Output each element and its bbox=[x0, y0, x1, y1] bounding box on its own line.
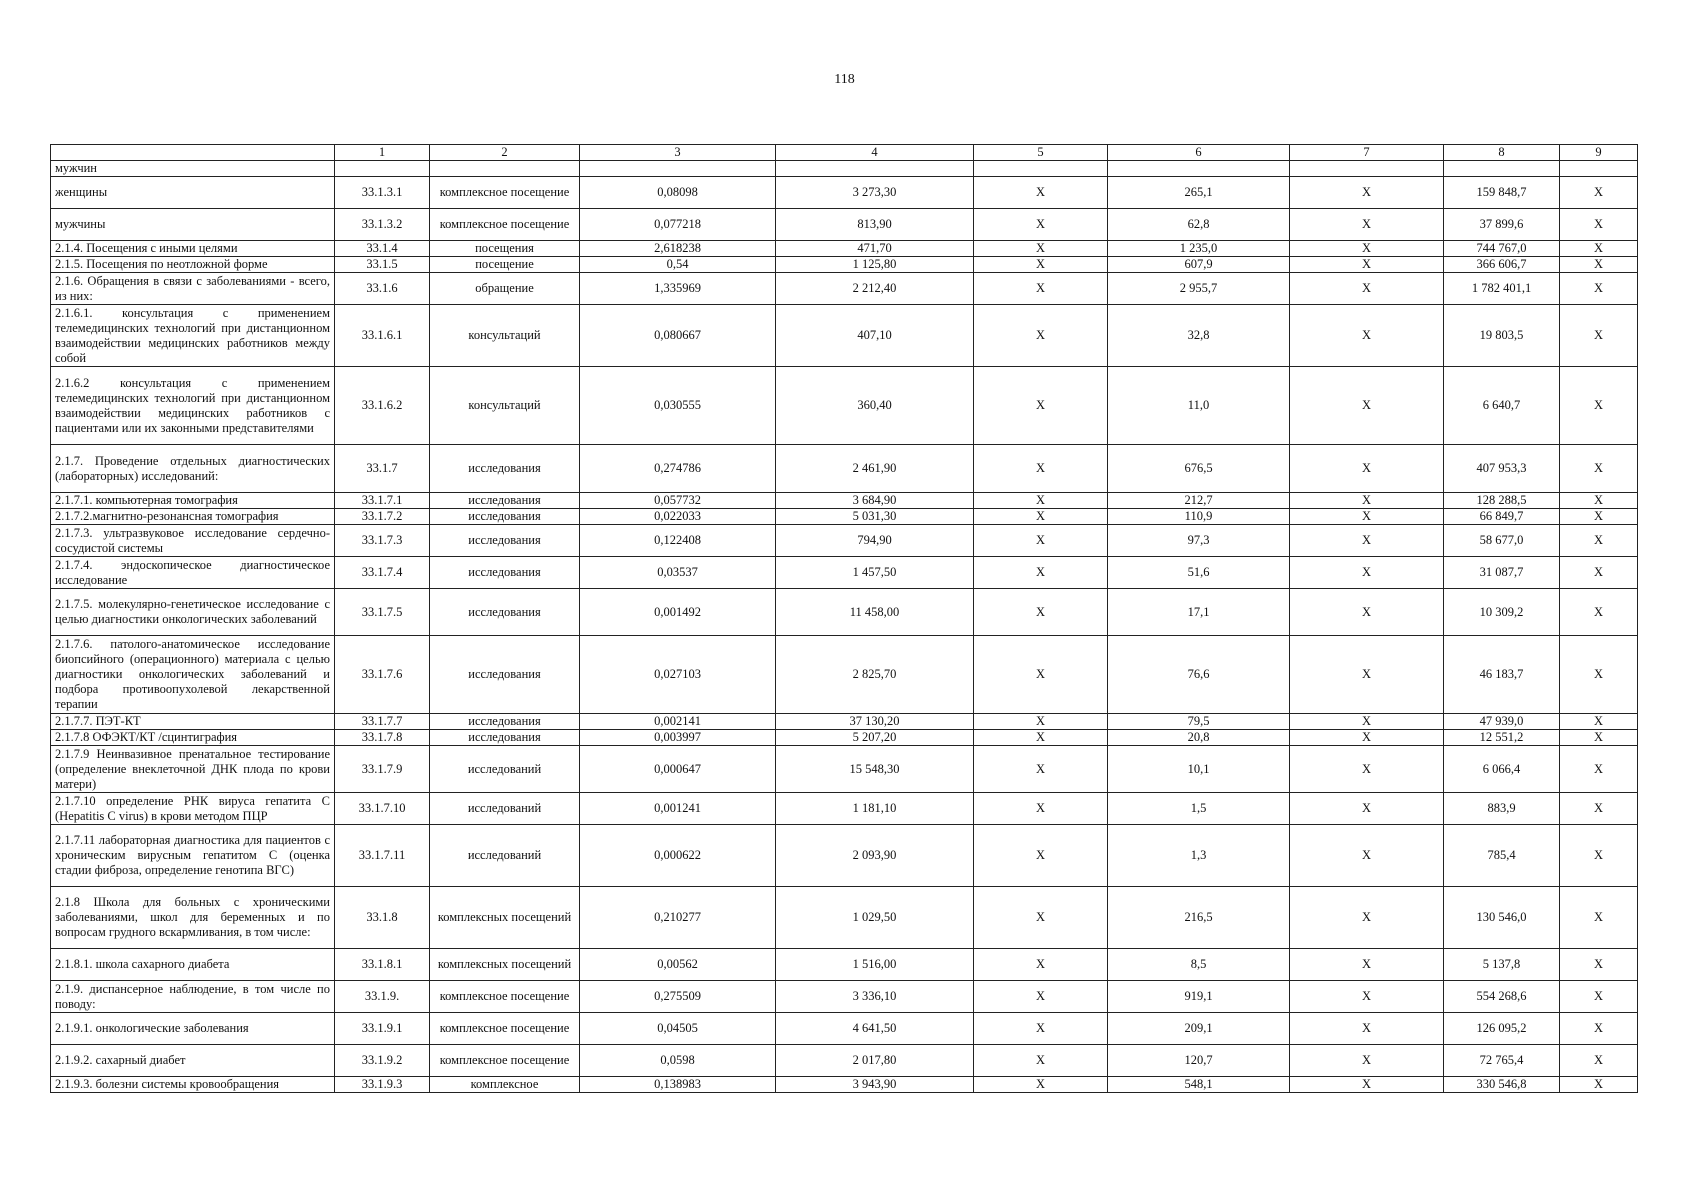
table-cell: X bbox=[974, 1077, 1108, 1093]
table-cell: 33.1.7.8 bbox=[335, 730, 430, 746]
table-cell: 33.1.7.5 bbox=[335, 589, 430, 636]
table-cell: исследований bbox=[430, 825, 580, 887]
row-description-cell: 2.1.7.6. патолого-анатомическое исследование биопсийного (операционного) материала с целью диагностики онкологических заболеваний и подбора противоопухолевой лекарственной терапии bbox=[51, 636, 335, 714]
table-cell: X bbox=[1290, 887, 1444, 949]
column-header: 5 bbox=[974, 145, 1108, 161]
table-cell: 0,077218 bbox=[580, 209, 776, 241]
row-description-cell: 2.1.7.9 Неинвазивное пренатальное тестирование (определение внеклеточной ДНК плода по крови матери) bbox=[51, 746, 335, 793]
table-cell: X bbox=[1560, 525, 1638, 557]
table-cell: X bbox=[974, 305, 1108, 367]
table-cell: исследования bbox=[430, 714, 580, 730]
table-cell: 1 125,80 bbox=[776, 257, 974, 273]
table-row bbox=[51, 730, 1638, 746]
table-cell: 5 207,20 bbox=[776, 730, 974, 746]
table-cell: 2 017,80 bbox=[776, 1045, 974, 1077]
table-row bbox=[51, 273, 1638, 305]
table-cell: 33.1.7.6 bbox=[335, 636, 430, 714]
table-cell: 1,335969 bbox=[580, 273, 776, 305]
table-cell: X bbox=[974, 825, 1108, 887]
table-cell: 1,5 bbox=[1108, 793, 1290, 825]
table-cell: X bbox=[974, 273, 1108, 305]
row-description-cell: мужчины bbox=[51, 209, 335, 241]
table-cell: 2 212,40 bbox=[776, 273, 974, 305]
table-cell: X bbox=[974, 589, 1108, 636]
table-cell: комплексное посещение bbox=[430, 1013, 580, 1045]
table-cell: комплексных посещений bbox=[430, 887, 580, 949]
table-cell: 33.1.6 bbox=[335, 273, 430, 305]
table-cell: X bbox=[1290, 445, 1444, 493]
table-cell: 1 782 401,1 bbox=[1444, 273, 1560, 305]
table-cell: 0,0598 bbox=[580, 1045, 776, 1077]
table-cell: X bbox=[974, 949, 1108, 981]
table-cell: исследования bbox=[430, 493, 580, 509]
table-cell: X bbox=[974, 209, 1108, 241]
table-cell: 0,002141 bbox=[580, 714, 776, 730]
table-cell: 51,6 bbox=[1108, 557, 1290, 589]
table-cell: X bbox=[974, 636, 1108, 714]
table-cell: 33.1.8.1 bbox=[335, 949, 430, 981]
table-cell: 33.1.6.1 bbox=[335, 305, 430, 367]
table-cell: X bbox=[1290, 746, 1444, 793]
table-cell: 919,1 bbox=[1108, 981, 1290, 1013]
table-row bbox=[51, 161, 1638, 177]
table-cell: X bbox=[1560, 257, 1638, 273]
row-description-cell: 2.1.7.7. ПЭТ-КТ bbox=[51, 714, 335, 730]
table-cell: 31 087,7 bbox=[1444, 557, 1560, 589]
table-cell bbox=[1560, 161, 1638, 177]
table-cell: X bbox=[1560, 445, 1638, 493]
table-cell: X bbox=[1290, 209, 1444, 241]
table-row bbox=[51, 257, 1638, 273]
table-cell: 17,1 bbox=[1108, 589, 1290, 636]
row-description-cell: 2.1.8 Школа для больных с хроническими заболеваниями, школ для беременных и по вопросам грудного вскармливания, в том числе: bbox=[51, 887, 335, 949]
row-description-cell: 2.1.4. Посещения с иными целями bbox=[51, 241, 335, 257]
table-cell: X bbox=[1560, 714, 1638, 730]
table-cell: X bbox=[1290, 589, 1444, 636]
table-cell: X bbox=[1560, 1045, 1638, 1077]
table-cell: 97,3 bbox=[1108, 525, 1290, 557]
row-description-cell: 2.1.6. Обращения в связи с заболеваниями - всего, из них: bbox=[51, 273, 335, 305]
table-cell: X bbox=[1560, 887, 1638, 949]
table-cell: 33.1.7.1 bbox=[335, 493, 430, 509]
table-cell: X bbox=[1560, 589, 1638, 636]
table-cell: X bbox=[1560, 209, 1638, 241]
table-cell: 33.1.7.7 bbox=[335, 714, 430, 730]
table-cell: X bbox=[1290, 241, 1444, 257]
table-cell: 4 641,50 bbox=[776, 1013, 974, 1045]
table-cell: 813,90 bbox=[776, 209, 974, 241]
table-cell: X bbox=[1290, 273, 1444, 305]
table-cell: 110,9 bbox=[1108, 509, 1290, 525]
table-cell: X bbox=[1560, 241, 1638, 257]
table-cell: X bbox=[1560, 273, 1638, 305]
table-cell: 159 848,7 bbox=[1444, 177, 1560, 209]
table-cell: X bbox=[1560, 746, 1638, 793]
table-row bbox=[51, 209, 1638, 241]
table-cell: 607,9 bbox=[1108, 257, 1290, 273]
table-cell: 20,8 bbox=[1108, 730, 1290, 746]
table-row bbox=[51, 241, 1638, 257]
table-row bbox=[51, 445, 1638, 493]
table-cell: 33.1.7.3 bbox=[335, 525, 430, 557]
table-cell: X bbox=[1290, 636, 1444, 714]
table-cell: исследования bbox=[430, 730, 580, 746]
row-description-cell: 2.1.9. диспансерное наблюдение, в том числе по поводу: bbox=[51, 981, 335, 1013]
table-cell: X bbox=[1560, 981, 1638, 1013]
table-cell: 360,40 bbox=[776, 367, 974, 445]
table-cell: 33.1.9.2 bbox=[335, 1045, 430, 1077]
table-cell: 471,70 bbox=[776, 241, 974, 257]
table-cell: X bbox=[1560, 793, 1638, 825]
table-cell: X bbox=[1290, 981, 1444, 1013]
table-cell: X bbox=[1290, 1013, 1444, 1045]
table-cell: 32,8 bbox=[1108, 305, 1290, 367]
table-cell: 8,5 bbox=[1108, 949, 1290, 981]
table-cell: X bbox=[1290, 1045, 1444, 1077]
table-cell: 744 767,0 bbox=[1444, 241, 1560, 257]
table-cell: 0,03537 bbox=[580, 557, 776, 589]
table-row bbox=[51, 589, 1638, 636]
table-cell: 0,274786 bbox=[580, 445, 776, 493]
table-cell: X bbox=[974, 557, 1108, 589]
table-cell: X bbox=[974, 257, 1108, 273]
table-cell: исследований bbox=[430, 746, 580, 793]
column-header: 7 bbox=[1290, 145, 1444, 161]
table-cell: 5 137,8 bbox=[1444, 949, 1560, 981]
table-cell bbox=[1108, 161, 1290, 177]
table-cell: 0,003997 bbox=[580, 730, 776, 746]
table-cell: 3 943,90 bbox=[776, 1077, 974, 1093]
table-cell: консультаций bbox=[430, 305, 580, 367]
table-cell: X bbox=[974, 1013, 1108, 1045]
table-cell: 209,1 bbox=[1108, 1013, 1290, 1045]
table-cell: комплексное посещение bbox=[430, 209, 580, 241]
table-cell: исследования bbox=[430, 509, 580, 525]
table-cell: 216,5 bbox=[1108, 887, 1290, 949]
table-cell: X bbox=[1290, 730, 1444, 746]
table-cell: 33.1.7.4 bbox=[335, 557, 430, 589]
table-row bbox=[51, 367, 1638, 445]
table-cell: 33.1.3.2 bbox=[335, 209, 430, 241]
row-description-cell: 2.1.7.8 ОФЭКТ/КТ /сцинтиграфия bbox=[51, 730, 335, 746]
table-cell: обращение bbox=[430, 273, 580, 305]
table-cell: комплексных посещений bbox=[430, 949, 580, 981]
table-row bbox=[51, 793, 1638, 825]
table-cell: 0,001241 bbox=[580, 793, 776, 825]
table-cell: 1 457,50 bbox=[776, 557, 974, 589]
table-cell: X bbox=[1560, 1077, 1638, 1093]
column-header: 8 bbox=[1444, 145, 1560, 161]
table-cell: 785,4 bbox=[1444, 825, 1560, 887]
table-cell: X bbox=[1560, 949, 1638, 981]
row-description-cell: 2.1.7.10 определение РНК вируса гепатита С (Hepatitis C virus) в крови методом ПЦР bbox=[51, 793, 335, 825]
table-cell: 407,10 bbox=[776, 305, 974, 367]
table-cell bbox=[580, 161, 776, 177]
table-cell bbox=[974, 161, 1108, 177]
table-cell: 3 336,10 bbox=[776, 981, 974, 1013]
row-description-cell: 2.1.7.11 лабораторная диагностика для пациентов с хроническим вирусным гепатитом С (оценка стадии фиброза, определение генотипа ВГС) bbox=[51, 825, 335, 887]
row-description-cell: 2.1.7. Проведение отдельных диагностических (лабораторных) исследований: bbox=[51, 445, 335, 493]
table-cell: X bbox=[1290, 509, 1444, 525]
table-cell: 10,1 bbox=[1108, 746, 1290, 793]
table-cell: 33.1.7 bbox=[335, 445, 430, 493]
table-cell: 2 093,90 bbox=[776, 825, 974, 887]
row-description-cell: 2.1.6.2 консультация с применением телемедицинских технологий при дистанционном взаимодействии медицинских работников с пациентами или их законными представителями bbox=[51, 367, 335, 445]
table-cell: исследования bbox=[430, 589, 580, 636]
table-cell: 37 130,20 bbox=[776, 714, 974, 730]
table-cell: исследования bbox=[430, 445, 580, 493]
table-cell: X bbox=[1560, 636, 1638, 714]
table-cell: X bbox=[974, 367, 1108, 445]
row-description-cell: мужчин bbox=[51, 161, 335, 177]
table-cell: 548,1 bbox=[1108, 1077, 1290, 1093]
table-cell: исследования bbox=[430, 525, 580, 557]
table-cell: 33.1.5 bbox=[335, 257, 430, 273]
table-cell: 33.1.4 bbox=[335, 241, 430, 257]
table-cell: консультаций bbox=[430, 367, 580, 445]
table-cell: комплексное посещение bbox=[430, 1045, 580, 1077]
data-table bbox=[50, 144, 1638, 1093]
row-description-cell: 2.1.9.3. болезни системы кровообращения bbox=[51, 1077, 335, 1093]
table-cell: X bbox=[1560, 730, 1638, 746]
table-row bbox=[51, 525, 1638, 557]
table-cell: X bbox=[974, 746, 1108, 793]
table-row bbox=[51, 305, 1638, 367]
table-cell: X bbox=[1290, 793, 1444, 825]
table-cell: комплексное посещение bbox=[430, 177, 580, 209]
table-cell: 0,138983 bbox=[580, 1077, 776, 1093]
table-cell: 33.1.9.3 bbox=[335, 1077, 430, 1093]
table-cell: 33.1.7.10 bbox=[335, 793, 430, 825]
table-cell: X bbox=[974, 887, 1108, 949]
table-cell: X bbox=[1560, 177, 1638, 209]
table-cell: 19 803,5 bbox=[1444, 305, 1560, 367]
table-cell: 0,275509 bbox=[580, 981, 776, 1013]
table-cell: X bbox=[974, 445, 1108, 493]
table-cell: 0,027103 bbox=[580, 636, 776, 714]
table-cell: 11,0 bbox=[1108, 367, 1290, 445]
table-cell: 0,080667 bbox=[580, 305, 776, 367]
row-description-cell: 2.1.7.1. компьютерная томография bbox=[51, 493, 335, 509]
table-cell: 1 235,0 bbox=[1108, 241, 1290, 257]
table-cell: X bbox=[974, 793, 1108, 825]
table-cell: 0,54 bbox=[580, 257, 776, 273]
table-cell: 6 640,7 bbox=[1444, 367, 1560, 445]
table-cell: 2 825,70 bbox=[776, 636, 974, 714]
table-cell: 794,90 bbox=[776, 525, 974, 557]
table-cell: 366 606,7 bbox=[1444, 257, 1560, 273]
row-description-cell: 2.1.9.2. сахарный диабет bbox=[51, 1045, 335, 1077]
table-cell: 72 765,4 bbox=[1444, 1045, 1560, 1077]
table-cell: 33.1.7.9 bbox=[335, 746, 430, 793]
table-cell: 46 183,7 bbox=[1444, 636, 1560, 714]
table-cell: 6 066,4 bbox=[1444, 746, 1560, 793]
table-cell: 407 953,3 bbox=[1444, 445, 1560, 493]
table-cell: 883,9 bbox=[1444, 793, 1560, 825]
table-cell: X bbox=[1560, 509, 1638, 525]
table-cell: X bbox=[1290, 257, 1444, 273]
table-row bbox=[51, 746, 1638, 793]
row-description-cell: 2.1.7.3. ультразвуковое исследование сердечно-сосудистой системы bbox=[51, 525, 335, 557]
table-cell: X bbox=[974, 981, 1108, 1013]
table-cell: 0,000622 bbox=[580, 825, 776, 887]
table-cell: X bbox=[974, 714, 1108, 730]
row-description-cell: 2.1.6.1. консультация с применением телемедицинских технологий при дистанционном взаимодействии медицинских работников между собой bbox=[51, 305, 335, 367]
table-cell: 0,210277 bbox=[580, 887, 776, 949]
table-cell: X bbox=[1560, 493, 1638, 509]
row-description-cell: 2.1.7.4. эндоскопическое диагностическое исследование bbox=[51, 557, 335, 589]
table-cell: 2 461,90 bbox=[776, 445, 974, 493]
table-cell: 212,7 bbox=[1108, 493, 1290, 509]
column-header: 3 bbox=[580, 145, 776, 161]
table-cell: 0,122408 bbox=[580, 525, 776, 557]
table-cell: 0,022033 bbox=[580, 509, 776, 525]
table-cell: исследований bbox=[430, 793, 580, 825]
table-cell: 1,3 bbox=[1108, 825, 1290, 887]
table-cell: X bbox=[1560, 825, 1638, 887]
table-cell: 33.1.9. bbox=[335, 981, 430, 1013]
table-row bbox=[51, 1013, 1638, 1045]
table-cell: X bbox=[1560, 1013, 1638, 1045]
row-description-cell: 2.1.5. Посещения по неотложной форме bbox=[51, 257, 335, 273]
table-cell: 130 546,0 bbox=[1444, 887, 1560, 949]
table-cell: 1 181,10 bbox=[776, 793, 974, 825]
table-cell: 0,057732 bbox=[580, 493, 776, 509]
table-row bbox=[51, 887, 1638, 949]
table-cell: 10 309,2 bbox=[1444, 589, 1560, 636]
table-cell: X bbox=[974, 1045, 1108, 1077]
table-cell: 0,001492 bbox=[580, 589, 776, 636]
table-cell: X bbox=[1290, 177, 1444, 209]
table-row bbox=[51, 981, 1638, 1013]
table-cell: посещение bbox=[430, 257, 580, 273]
table-cell: 33.1.7.11 bbox=[335, 825, 430, 887]
table-header-row bbox=[51, 145, 1638, 161]
column-header bbox=[51, 145, 335, 161]
table-row bbox=[51, 825, 1638, 887]
table-cell: 37 899,6 bbox=[1444, 209, 1560, 241]
table-cell: X bbox=[974, 525, 1108, 557]
table-cell: 66 849,7 bbox=[1444, 509, 1560, 525]
table-cell: 12 551,2 bbox=[1444, 730, 1560, 746]
table-cell: 0,08098 bbox=[580, 177, 776, 209]
row-description-cell: женщины bbox=[51, 177, 335, 209]
table-cell: 128 288,5 bbox=[1444, 493, 1560, 509]
table-cell: 33.1.9.1 bbox=[335, 1013, 430, 1045]
table-row bbox=[51, 714, 1638, 730]
table-row bbox=[51, 1045, 1638, 1077]
table-cell: 2 955,7 bbox=[1108, 273, 1290, 305]
table-cell: X bbox=[1560, 305, 1638, 367]
table-cell: 33.1.3.1 bbox=[335, 177, 430, 209]
table-cell: 79,5 bbox=[1108, 714, 1290, 730]
row-description-cell: 2.1.7.2.магнитно-резонансная томография bbox=[51, 509, 335, 525]
table-cell: X bbox=[1290, 714, 1444, 730]
table-cell: 0,00562 bbox=[580, 949, 776, 981]
table-cell: 1 516,00 bbox=[776, 949, 974, 981]
column-header: 6 bbox=[1108, 145, 1290, 161]
column-header: 9 bbox=[1560, 145, 1638, 161]
table-cell: посещения bbox=[430, 241, 580, 257]
table-cell: 265,1 bbox=[1108, 177, 1290, 209]
table-cell: 76,6 bbox=[1108, 636, 1290, 714]
row-description-cell: 2.1.9.1. онкологические заболевания bbox=[51, 1013, 335, 1045]
table-cell bbox=[776, 161, 974, 177]
table-cell: 554 268,6 bbox=[1444, 981, 1560, 1013]
row-description-cell: 2.1.8.1. школа сахарного диабета bbox=[51, 949, 335, 981]
table-cell: 676,5 bbox=[1108, 445, 1290, 493]
table-cell: X bbox=[974, 493, 1108, 509]
table-cell bbox=[335, 161, 430, 177]
table-cell: X bbox=[1560, 367, 1638, 445]
table-cell: 2,618238 bbox=[580, 241, 776, 257]
table-cell: 0,030555 bbox=[580, 367, 776, 445]
row-description-cell: 2.1.7.5. молекулярно-генетическое исследование с целью диагностики онкологических заболеваний bbox=[51, 589, 335, 636]
table-cell: 1 029,50 bbox=[776, 887, 974, 949]
table-cell bbox=[1444, 161, 1560, 177]
table-row bbox=[51, 636, 1638, 714]
table-cell: комплексное bbox=[430, 1077, 580, 1093]
column-header: 1 bbox=[335, 145, 430, 161]
table-row bbox=[51, 509, 1638, 525]
table-cell: X bbox=[1290, 525, 1444, 557]
table-cell: X bbox=[1290, 305, 1444, 367]
table-cell: X bbox=[1290, 825, 1444, 887]
table-cell: X bbox=[1290, 557, 1444, 589]
table-cell: комплексное посещение bbox=[430, 981, 580, 1013]
table-cell: 0,000647 bbox=[580, 746, 776, 793]
table-cell: X bbox=[974, 730, 1108, 746]
table-row bbox=[51, 949, 1638, 981]
table-cell: X bbox=[1290, 493, 1444, 509]
table-cell: 0,04505 bbox=[580, 1013, 776, 1045]
table-cell: 15 548,30 bbox=[776, 746, 974, 793]
table-cell: 126 095,2 bbox=[1444, 1013, 1560, 1045]
table-cell bbox=[430, 161, 580, 177]
table-cell: 11 458,00 bbox=[776, 589, 974, 636]
table-cell: 33.1.8 bbox=[335, 887, 430, 949]
table-row bbox=[51, 177, 1638, 209]
table-cell bbox=[1290, 161, 1444, 177]
table-cell: X bbox=[1290, 949, 1444, 981]
table-cell: 120,7 bbox=[1108, 1045, 1290, 1077]
table-cell: X bbox=[1290, 1077, 1444, 1093]
table-row bbox=[51, 557, 1638, 589]
table-cell: 33.1.6.2 bbox=[335, 367, 430, 445]
table-cell: 62,8 bbox=[1108, 209, 1290, 241]
table-cell: X bbox=[974, 177, 1108, 209]
table-cell: X bbox=[1560, 557, 1638, 589]
column-header: 2 bbox=[430, 145, 580, 161]
table-cell: 47 939,0 bbox=[1444, 714, 1560, 730]
table-cell: 3 273,30 bbox=[776, 177, 974, 209]
table-cell: 5 031,30 bbox=[776, 509, 974, 525]
table-cell: 330 546,8 bbox=[1444, 1077, 1560, 1093]
table-row bbox=[51, 493, 1638, 509]
table-cell: 58 677,0 bbox=[1444, 525, 1560, 557]
table-cell: 3 684,90 bbox=[776, 493, 974, 509]
page-number: 118 bbox=[834, 72, 855, 87]
table-cell: 33.1.7.2 bbox=[335, 509, 430, 525]
table-cell: X bbox=[974, 241, 1108, 257]
table-cell: X bbox=[1290, 367, 1444, 445]
column-header: 4 bbox=[776, 145, 974, 161]
table-cell: X bbox=[974, 509, 1108, 525]
table-row bbox=[51, 1077, 1638, 1093]
table-cell: исследования bbox=[430, 557, 580, 589]
table-cell: исследования bbox=[430, 636, 580, 714]
